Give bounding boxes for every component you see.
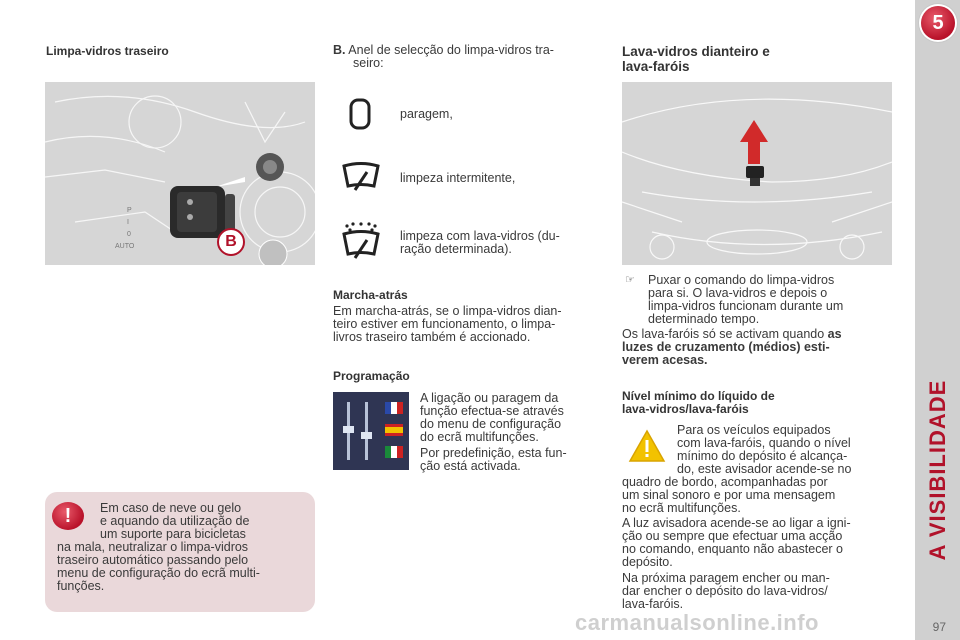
bullet-line: limpa-vidros funcionam durante um (648, 299, 844, 313)
fluid-level-heading (622, 390, 775, 416)
title-line: lava-faróis (622, 59, 690, 74)
reverse-line: livros traseiro também é accionado. (333, 330, 531, 344)
title-line: Lava-vidros dianteiro e (622, 44, 770, 59)
intermittent-text: limpeza intermitente, (400, 171, 516, 185)
programming-line: do ecrã multifunções. (420, 430, 539, 444)
light-line: no comando, enquanto não abastecer o (622, 542, 844, 556)
warning-line: Em caso de neve ou gelo (100, 501, 242, 515)
section-title: A VISIBILIDADE (925, 379, 950, 561)
b-line: seiro: (353, 56, 384, 70)
programming-line: função efectua-se através (420, 404, 564, 418)
heading-line: Nível mínimo do líquido de (622, 389, 775, 403)
section-title-vertical (918, 330, 958, 610)
warning-line: e aquando da utilização de (100, 514, 250, 528)
refill-line: Na próxima paragem encher ou man- (622, 571, 830, 585)
svg-text:I: I (127, 219, 129, 226)
programming-line: ção está activada. (420, 459, 521, 473)
warning-line: traseiro automático passando pelo (57, 553, 249, 567)
warning-line: menu de configuração do ecrã multi- (57, 566, 260, 580)
warning-line: um suporte para bicicletas (100, 527, 246, 541)
programming-line: do menu de configuração (420, 417, 562, 431)
washer-text (400, 230, 603, 256)
chapter-number-badge: 5 (921, 6, 955, 40)
watermark-footer: carmanualsonline.info (575, 610, 819, 635)
bullet-line: determinado tempo. (648, 312, 760, 326)
front-washer-title (622, 44, 770, 74)
page-number: 97 (932, 620, 946, 634)
b-description (333, 44, 603, 70)
headlamp-bold: as (827, 327, 842, 341)
headlamp-bold: luzes de cruzamento (médios) esti- (622, 340, 830, 354)
rear-wiper-stalk-illustration (45, 82, 315, 265)
warning-text-indented (100, 502, 306, 541)
level-line: com lava-faróis, quando o nível (677, 436, 851, 450)
washer-line: ração determinada). (400, 242, 512, 256)
warning-triangle-icon (628, 428, 666, 469)
bullet-line: Puxar o comando do limpa-vidros (648, 273, 835, 287)
front-washer-stalk-illustration (622, 82, 892, 265)
level-line: quadro de bordo, acompanhadas por (622, 475, 828, 489)
programming-line: Por predefinição, esta fun- (420, 446, 567, 460)
washer-line: limpeza com lava-vidros (du- (400, 229, 560, 243)
rear-wiper-heading: Limpa-vidros traseiro (46, 44, 169, 58)
warning-light-text (622, 517, 893, 569)
warning-text (57, 541, 306, 593)
label-b-marker: B (217, 228, 245, 256)
headlamp-bold: verem acesas. (622, 353, 708, 367)
svg-text:AUTO: AUTO (115, 243, 135, 250)
programming-heading: Programação (333, 369, 410, 383)
fluid-level-text-indented (677, 424, 893, 476)
light-line: ção ou sempre que efectuar uma acção (622, 529, 843, 543)
refill-line: dar encher o depósito do lava-vidros/ (622, 584, 828, 598)
level-line: no ecrã multifunções. (622, 501, 741, 515)
svg-text:0: 0 (127, 231, 131, 238)
bullet-line: para si. O lava-vidros e depois o (648, 286, 828, 300)
reverse-line: Em marcha-atrás, se o limpa-vidros dian- (333, 304, 562, 318)
stop-text: paragem, (400, 107, 453, 121)
b-line: Anel de selecção do limpa-vidros tra- (348, 43, 554, 57)
headlamp-line: Os lava-faróis só se activam quando (622, 327, 825, 341)
programming-line: A ligação ou paragem da (420, 391, 559, 405)
level-line: mínimo do depósito é alcança- (677, 449, 848, 463)
intermittent-wipe-icon (341, 162, 381, 199)
warning-line: funções. (57, 579, 105, 593)
washer-wipe-icon (341, 222, 381, 267)
warning-exclamation-icon: ! (52, 502, 84, 530)
reverse-line: teiro estiver em funcionamento, o limpa- (333, 317, 556, 331)
level-line: do, este avisador acende-se no (677, 462, 852, 476)
refill-text (622, 572, 893, 611)
stop-icon (345, 97, 375, 136)
bullet-arrow-icon: ☞ (625, 274, 635, 286)
heading-line: lava-vidros/lava-faróis (622, 402, 749, 416)
warning-line: na mala, neutralizar o limpa-vidros (57, 540, 249, 554)
light-line: depósito. (622, 555, 673, 569)
headlamp-washer-condition (622, 328, 892, 367)
multifunction-screen-icon (333, 392, 409, 470)
reverse-text (333, 305, 605, 344)
programming-text (420, 392, 603, 444)
pull-stalk-bullet (622, 274, 892, 326)
programming-default-text (420, 447, 603, 473)
b-label: B. (333, 43, 346, 57)
fluid-level-text (622, 476, 893, 515)
reverse-heading: Marcha-atrás (333, 288, 408, 302)
level-line: Para os veículos equipados (677, 423, 831, 437)
refill-line: lava-faróis. (622, 597, 684, 611)
level-line: um sinal sonoro e por uma mensagem (622, 488, 836, 502)
light-line: A luz avisadora acende-se ao ligar a igni- (622, 516, 851, 530)
svg-text:P: P (127, 207, 132, 214)
bullet-text (622, 274, 892, 326)
